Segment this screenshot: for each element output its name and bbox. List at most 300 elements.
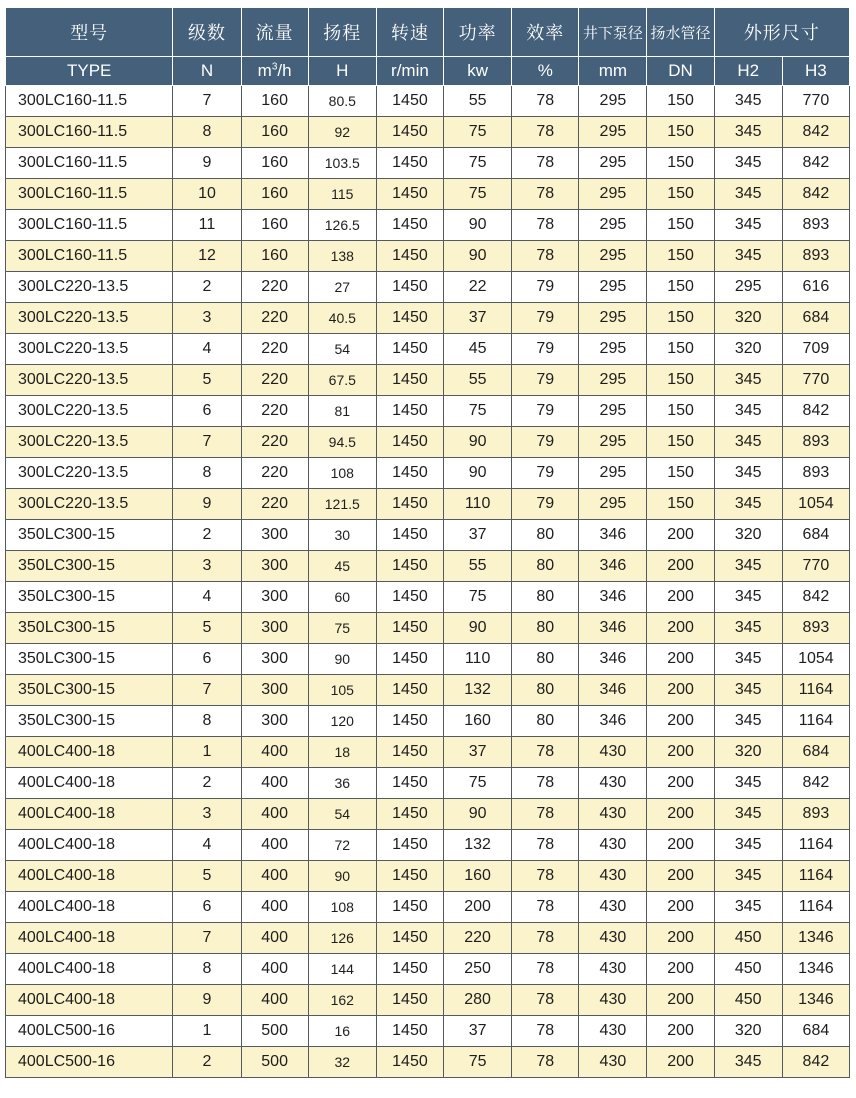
cell-h2: 345 [714, 427, 782, 458]
cell-h3: 1164 [782, 675, 849, 706]
spec-table-container [5, 7, 850, 1078]
header-flow-en [241, 57, 308, 86]
cell-type: 300LC160-11.5 [6, 179, 173, 210]
cell-flow: 400 [241, 861, 308, 892]
cell-efficiency: 80 [512, 520, 579, 551]
cell-h2: 345 [714, 365, 782, 396]
cell-h3: 842 [782, 117, 849, 148]
cell-h2: 345 [714, 706, 782, 737]
cell-h3: 1054 [782, 644, 849, 675]
cell-flow: 400 [241, 799, 308, 830]
cell-power: 90 [444, 458, 512, 489]
cell-pump-diameter: 430 [579, 830, 647, 861]
cell-speed: 1450 [376, 117, 443, 148]
cell-type: 400LC500-16 [6, 1016, 173, 1047]
header-h3-en: H3 [782, 57, 849, 86]
cell-efficiency: 78 [512, 799, 579, 830]
cell-efficiency: 78 [512, 117, 579, 148]
cell-h3: 842 [782, 148, 849, 179]
cell-h3: 893 [782, 458, 849, 489]
cell-efficiency: 80 [512, 551, 579, 582]
cell-h3: 616 [782, 272, 849, 303]
table-row [6, 272, 850, 303]
cell-pump-diameter: 295 [579, 458, 647, 489]
cell-power: 90 [444, 210, 512, 241]
cell-stages: 8 [173, 954, 241, 985]
table-row [6, 86, 850, 117]
cell-power: 250 [444, 954, 512, 985]
cell-h2: 345 [714, 799, 782, 830]
cell-head: 90 [308, 861, 376, 892]
cell-efficiency: 78 [512, 1016, 579, 1047]
cell-h3: 770 [782, 551, 849, 582]
cell-power: 75 [444, 582, 512, 613]
cell-speed: 1450 [376, 179, 443, 210]
cell-stages: 8 [173, 117, 241, 148]
header-efficiency-cn: 效率 [512, 8, 579, 57]
cell-type: 300LC220-13.5 [6, 458, 173, 489]
cell-pipe-diameter: 200 [647, 551, 714, 582]
cell-pipe-diameter: 150 [647, 241, 714, 272]
cell-h2: 345 [714, 861, 782, 892]
cell-type: 300LC220-13.5 [6, 334, 173, 365]
cell-head: 54 [308, 799, 376, 830]
cell-pipe-diameter: 200 [647, 582, 714, 613]
cell-efficiency: 78 [512, 861, 579, 892]
header-dimensions-cn: 外形尺寸 [714, 8, 849, 57]
cell-type: 400LC500-16 [6, 1047, 173, 1078]
cell-type: 300LC160-11.5 [6, 86, 173, 117]
cell-power: 75 [444, 396, 512, 427]
cell-pump-diameter: 346 [579, 675, 647, 706]
header-stages-cn: 级数 [173, 8, 241, 57]
cell-flow: 220 [241, 365, 308, 396]
cell-type: 350LC300-15 [6, 551, 173, 582]
cell-pipe-diameter: 150 [647, 489, 714, 520]
cell-flow: 300 [241, 520, 308, 551]
cell-speed: 1450 [376, 148, 443, 179]
flow-unit-rest: /h [277, 61, 292, 80]
cell-flow: 400 [241, 985, 308, 1016]
table-row [6, 613, 850, 644]
cell-speed: 1450 [376, 210, 443, 241]
header-head-cn: 扬程 [308, 8, 376, 57]
cell-type: 350LC300-15 [6, 644, 173, 675]
cell-h3: 684 [782, 737, 849, 768]
cell-stages: 5 [173, 613, 241, 644]
cell-stages: 7 [173, 675, 241, 706]
cell-head: 126 [308, 923, 376, 954]
cell-flow: 500 [241, 1047, 308, 1078]
header-power-en: kw [444, 57, 512, 86]
header-flow-cn: 流量 [241, 8, 308, 57]
table-row [6, 830, 850, 861]
cell-type: 300LC220-13.5 [6, 427, 173, 458]
cell-stages: 6 [173, 396, 241, 427]
cell-pipe-diameter: 200 [647, 985, 714, 1016]
cell-speed: 1450 [376, 241, 443, 272]
cell-head: 81 [308, 396, 376, 427]
cell-pump-diameter: 430 [579, 799, 647, 830]
cell-pipe-diameter: 150 [647, 427, 714, 458]
cell-h2: 345 [714, 489, 782, 520]
cell-pipe-diameter: 150 [647, 148, 714, 179]
cell-h2: 450 [714, 985, 782, 1016]
cell-speed: 1450 [376, 458, 443, 489]
cell-h3: 893 [782, 427, 849, 458]
cell-pipe-diameter: 150 [647, 365, 714, 396]
flow-unit-base: m [257, 61, 272, 80]
cell-stages: 9 [173, 985, 241, 1016]
cell-stages: 5 [173, 365, 241, 396]
cell-stages: 4 [173, 582, 241, 613]
cell-pipe-diameter: 200 [647, 923, 714, 954]
cell-pump-diameter: 295 [579, 241, 647, 272]
cell-efficiency: 80 [512, 706, 579, 737]
cell-flow: 400 [241, 737, 308, 768]
header-power-cn: 功率 [444, 8, 512, 57]
cell-speed: 1450 [376, 582, 443, 613]
cell-power: 55 [444, 551, 512, 582]
header-type-en: TYPE [6, 57, 173, 86]
cell-type: 300LC160-11.5 [6, 117, 173, 148]
cell-type: 300LC160-11.5 [6, 241, 173, 272]
cell-stages: 7 [173, 86, 241, 117]
cell-h3: 893 [782, 799, 849, 830]
cell-speed: 1450 [376, 985, 443, 1016]
cell-pipe-diameter: 150 [647, 334, 714, 365]
table-row [6, 148, 850, 179]
cell-power: 75 [444, 179, 512, 210]
cell-efficiency: 78 [512, 86, 579, 117]
cell-type: 400LC400-18 [6, 892, 173, 923]
table-row [6, 396, 850, 427]
cell-speed: 1450 [376, 427, 443, 458]
cell-pipe-diameter: 200 [647, 892, 714, 923]
header-stages-en: N [173, 57, 241, 86]
cell-pump-diameter: 430 [579, 985, 647, 1016]
cell-h3: 842 [782, 582, 849, 613]
cell-h2: 345 [714, 644, 782, 675]
cell-flow: 300 [241, 675, 308, 706]
cell-h3: 842 [782, 1047, 849, 1078]
cell-h3: 842 [782, 179, 849, 210]
cell-pipe-diameter: 200 [647, 675, 714, 706]
table-row [6, 892, 850, 923]
cell-power: 75 [444, 148, 512, 179]
cell-speed: 1450 [376, 489, 443, 520]
cell-stages: 8 [173, 458, 241, 489]
cell-pump-diameter: 430 [579, 1016, 647, 1047]
cell-pump-diameter: 346 [579, 706, 647, 737]
cell-flow: 220 [241, 272, 308, 303]
table-row [6, 675, 850, 706]
cell-pump-diameter: 295 [579, 210, 647, 241]
cell-efficiency: 78 [512, 768, 579, 799]
cell-h3: 893 [782, 210, 849, 241]
cell-efficiency: 79 [512, 272, 579, 303]
cell-head: 18 [308, 737, 376, 768]
cell-head: 108 [308, 892, 376, 923]
table-row [6, 861, 850, 892]
cell-h2: 345 [714, 768, 782, 799]
cell-power: 90 [444, 799, 512, 830]
cell-stages: 6 [173, 892, 241, 923]
cell-type: 300LC220-13.5 [6, 303, 173, 334]
cell-stages: 9 [173, 489, 241, 520]
cell-h2: 345 [714, 675, 782, 706]
cell-power: 160 [444, 706, 512, 737]
cell-type: 300LC220-13.5 [6, 489, 173, 520]
cell-efficiency: 80 [512, 613, 579, 644]
cell-efficiency: 78 [512, 210, 579, 241]
cell-speed: 1450 [376, 551, 443, 582]
cell-h3: 1346 [782, 923, 849, 954]
cell-efficiency: 79 [512, 489, 579, 520]
cell-flow: 300 [241, 644, 308, 675]
cell-speed: 1450 [376, 675, 443, 706]
cell-speed: 1450 [376, 272, 443, 303]
cell-flow: 160 [241, 117, 308, 148]
cell-pump-diameter: 295 [579, 489, 647, 520]
cell-pump-diameter: 295 [579, 303, 647, 334]
cell-power: 55 [444, 365, 512, 396]
table-row [6, 427, 850, 458]
cell-h2: 320 [714, 1016, 782, 1047]
cell-stages: 11 [173, 210, 241, 241]
cell-flow: 160 [241, 148, 308, 179]
cell-h3: 1054 [782, 489, 849, 520]
cell-h3: 709 [782, 334, 849, 365]
header-h2-en: H2 [714, 57, 782, 86]
cell-h2: 345 [714, 830, 782, 861]
cell-power: 55 [444, 86, 512, 117]
cell-pipe-diameter: 200 [647, 768, 714, 799]
cell-efficiency: 80 [512, 675, 579, 706]
cell-stages: 2 [173, 520, 241, 551]
cell-type: 300LC220-13.5 [6, 365, 173, 396]
cell-pipe-diameter: 150 [647, 272, 714, 303]
table-row [6, 179, 850, 210]
cell-power: 75 [444, 117, 512, 148]
cell-power: 37 [444, 520, 512, 551]
cell-power: 200 [444, 892, 512, 923]
table-row [6, 985, 850, 1016]
cell-type: 350LC300-15 [6, 582, 173, 613]
cell-pipe-diameter: 150 [647, 179, 714, 210]
cell-stages: 5 [173, 861, 241, 892]
cell-speed: 1450 [376, 365, 443, 396]
cell-pump-diameter: 346 [579, 582, 647, 613]
cell-efficiency: 78 [512, 985, 579, 1016]
cell-head: 144 [308, 954, 376, 985]
cell-stages: 7 [173, 427, 241, 458]
table-row [6, 520, 850, 551]
table-row [6, 303, 850, 334]
cell-pipe-diameter: 200 [647, 520, 714, 551]
cell-speed: 1450 [376, 954, 443, 985]
cell-type: 400LC400-18 [6, 923, 173, 954]
cell-pipe-diameter: 150 [647, 86, 714, 117]
cell-head: 138 [308, 241, 376, 272]
cell-power: 37 [444, 1016, 512, 1047]
cell-h3: 1346 [782, 954, 849, 985]
cell-pump-diameter: 346 [579, 551, 647, 582]
cell-stages: 7 [173, 923, 241, 954]
cell-pipe-diameter: 200 [647, 644, 714, 675]
cell-h2: 345 [714, 179, 782, 210]
cell-flow: 400 [241, 768, 308, 799]
cell-speed: 1450 [376, 613, 443, 644]
cell-efficiency: 80 [512, 644, 579, 675]
cell-h2: 345 [714, 241, 782, 272]
cell-h2: 345 [714, 396, 782, 427]
table-row [6, 923, 850, 954]
header-head-en: H [308, 57, 376, 86]
cell-speed: 1450 [376, 737, 443, 768]
cell-h2: 345 [714, 148, 782, 179]
cell-power: 160 [444, 861, 512, 892]
cell-h2: 345 [714, 86, 782, 117]
cell-pipe-diameter: 200 [647, 1047, 714, 1078]
cell-efficiency: 78 [512, 737, 579, 768]
cell-stages: 1 [173, 1016, 241, 1047]
cell-stages: 4 [173, 830, 241, 861]
cell-pump-diameter: 295 [579, 334, 647, 365]
cell-pump-diameter: 430 [579, 954, 647, 985]
header-model-cn: 型号 [6, 8, 173, 57]
flow-unit-sup: 3 [271, 61, 278, 73]
cell-h2: 320 [714, 334, 782, 365]
cell-efficiency: 79 [512, 365, 579, 396]
cell-pipe-diameter: 150 [647, 117, 714, 148]
cell-power: 37 [444, 303, 512, 334]
cell-pump-diameter: 295 [579, 148, 647, 179]
cell-head: 32 [308, 1047, 376, 1078]
cell-h3: 842 [782, 396, 849, 427]
cell-speed: 1450 [376, 799, 443, 830]
cell-pump-diameter: 430 [579, 892, 647, 923]
cell-h3: 684 [782, 520, 849, 551]
cell-speed: 1450 [376, 1016, 443, 1047]
cell-head: 115 [308, 179, 376, 210]
cell-flow: 500 [241, 1016, 308, 1047]
cell-pipe-diameter: 150 [647, 210, 714, 241]
cell-type: 350LC300-15 [6, 613, 173, 644]
cell-h2: 320 [714, 737, 782, 768]
cell-h2: 345 [714, 117, 782, 148]
cell-pump-diameter: 295 [579, 179, 647, 210]
cell-flow: 220 [241, 427, 308, 458]
cell-speed: 1450 [376, 86, 443, 117]
cell-h3: 684 [782, 1016, 849, 1047]
cell-pump-diameter: 295 [579, 396, 647, 427]
cell-efficiency: 79 [512, 427, 579, 458]
cell-h2: 345 [714, 1047, 782, 1078]
cell-flow: 160 [241, 210, 308, 241]
table-row [6, 117, 850, 148]
cell-efficiency: 78 [512, 241, 579, 272]
cell-head: 80.5 [308, 86, 376, 117]
cell-pipe-diameter: 150 [647, 458, 714, 489]
cell-head: 108 [308, 458, 376, 489]
cell-type: 350LC300-15 [6, 706, 173, 737]
table-row [6, 1047, 850, 1078]
table-row [6, 1016, 850, 1047]
table-row [6, 365, 850, 396]
cell-pipe-diameter: 200 [647, 799, 714, 830]
cell-stages: 12 [173, 241, 241, 272]
table-row [6, 241, 850, 272]
cell-h2: 450 [714, 923, 782, 954]
cell-stages: 10 [173, 179, 241, 210]
cell-pipe-diameter: 200 [647, 861, 714, 892]
cell-head: 45 [308, 551, 376, 582]
cell-head: 27 [308, 272, 376, 303]
cell-speed: 1450 [376, 861, 443, 892]
header-efficiency-en: % [512, 57, 579, 86]
cell-h3: 770 [782, 365, 849, 396]
cell-head: 30 [308, 520, 376, 551]
cell-head: 36 [308, 768, 376, 799]
table-row [6, 210, 850, 241]
cell-speed: 1450 [376, 1047, 443, 1078]
cell-pump-diameter: 295 [579, 427, 647, 458]
cell-pump-diameter: 295 [579, 272, 647, 303]
cell-head: 105 [308, 675, 376, 706]
cell-speed: 1450 [376, 892, 443, 923]
cell-head: 40.5 [308, 303, 376, 334]
table-row [6, 644, 850, 675]
cell-flow: 400 [241, 892, 308, 923]
cell-flow: 400 [241, 830, 308, 861]
cell-stages: 2 [173, 272, 241, 303]
cell-head: 103.5 [308, 148, 376, 179]
header-pump-diameter-en: mm [579, 57, 647, 86]
cell-stages: 4 [173, 334, 241, 365]
cell-h2: 345 [714, 458, 782, 489]
cell-h2: 295 [714, 272, 782, 303]
cell-efficiency: 78 [512, 830, 579, 861]
table-row [6, 551, 850, 582]
cell-h2: 345 [714, 613, 782, 644]
cell-pipe-diameter: 200 [647, 613, 714, 644]
cell-h3: 893 [782, 613, 849, 644]
cell-head: 67.5 [308, 365, 376, 396]
cell-speed: 1450 [376, 830, 443, 861]
header-pipe-diameter-en: DN [647, 57, 714, 86]
cell-head: 90 [308, 644, 376, 675]
cell-power: 90 [444, 613, 512, 644]
cell-pump-diameter: 295 [579, 86, 647, 117]
cell-flow: 160 [241, 179, 308, 210]
cell-head: 72 [308, 830, 376, 861]
cell-flow: 300 [241, 582, 308, 613]
cell-pipe-diameter: 200 [647, 706, 714, 737]
cell-pump-diameter: 430 [579, 737, 647, 768]
table-row [6, 489, 850, 520]
cell-efficiency: 80 [512, 582, 579, 613]
cell-flow: 400 [241, 954, 308, 985]
cell-power: 220 [444, 923, 512, 954]
table-row [6, 954, 850, 985]
cell-stages: 1 [173, 737, 241, 768]
cell-pipe-diameter: 200 [647, 954, 714, 985]
cell-power: 90 [444, 241, 512, 272]
cell-flow: 300 [241, 551, 308, 582]
cell-pump-diameter: 346 [579, 644, 647, 675]
cell-stages: 3 [173, 303, 241, 334]
